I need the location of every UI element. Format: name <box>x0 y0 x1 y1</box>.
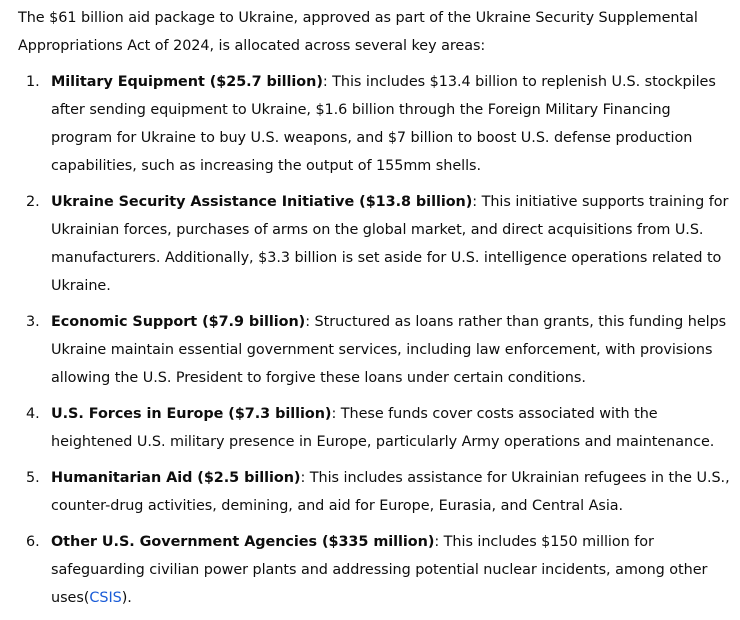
list-item <box>18 528 736 612</box>
item-text: : Structured as loans rather than grants, this funding helps Ukraine maintain essential government services, including law enforcement, with provisions allowing the U.S. President to forgive these loans under certain conditions. <box>51 314 727 386</box>
item-heading: Economic Support ($7.9 billion) <box>51 314 306 330</box>
item-heading: Other U.S. Government Agencies ($335 million) <box>51 534 435 550</box>
list-item <box>18 188 736 300</box>
item-number: 4. <box>26 406 40 422</box>
source-close-paren: ). <box>121 590 132 606</box>
item-text: : This includes assistance for Ukrainian refugees in the U.S., counter-drug activities, demining, and aid for Europe, Eurasia, and Central Asia. <box>51 470 730 514</box>
source-link-csis[interactable]: CSIS <box>89 590 122 606</box>
item-text: : This includes $13.4 billion to replenish U.S. stockpiles after sending equipment to Ukraine, $1.6 billion through the Foreign Military Financing program for Ukraine to buy U.S. weapons, and $7 billion to boost U.S. defense production capabilities, such as increasing the output of 155mm shells. <box>51 74 716 174</box>
item-text: : This initiative supports training for Ukrainian forces, purchases of arms on the global market, and direct acquisitions from U.S. manufacturers. Additionally, $3.3 billion is set aside for U.S. intelligence operations related to Ukraine. <box>51 194 729 294</box>
item-heading: U.S. Forces in Europe ($7.3 billion) <box>51 406 332 422</box>
list-item <box>18 464 736 520</box>
item-text: : These funds cover costs associated with the heightened U.S. military presence in Europe, particularly Army operations and maintenance. <box>51 406 715 450</box>
list-item <box>18 400 736 456</box>
item-number: 2. <box>26 194 40 210</box>
source-open-paren: ( <box>83 590 90 606</box>
allocation-list <box>18 68 736 612</box>
item-heading: Ukraine Security Assistance Initiative ($13.8 billion) <box>51 194 473 210</box>
item-text: : This includes $150 million for safeguarding civilian power plants and addressing potential nuclear incidents, among other uses <box>51 534 708 606</box>
chat-response <box>18 4 736 620</box>
item-number: 1. <box>26 74 40 90</box>
item-number: 6. <box>26 534 40 550</box>
list-item <box>18 308 736 392</box>
intro-paragraph: The $61 billion aid package to Ukraine, approved as part of the Ukraine Security Supplemental Appropriations Act of 2024, is allocated across several key areas: <box>18 10 698 54</box>
item-number: 5. <box>26 470 40 486</box>
list-item <box>18 68 736 180</box>
item-heading: Humanitarian Aid ($2.5 billion) <box>51 470 301 486</box>
item-heading: Military Equipment ($25.7 billion) <box>51 74 323 90</box>
item-number: 3. <box>26 314 40 330</box>
